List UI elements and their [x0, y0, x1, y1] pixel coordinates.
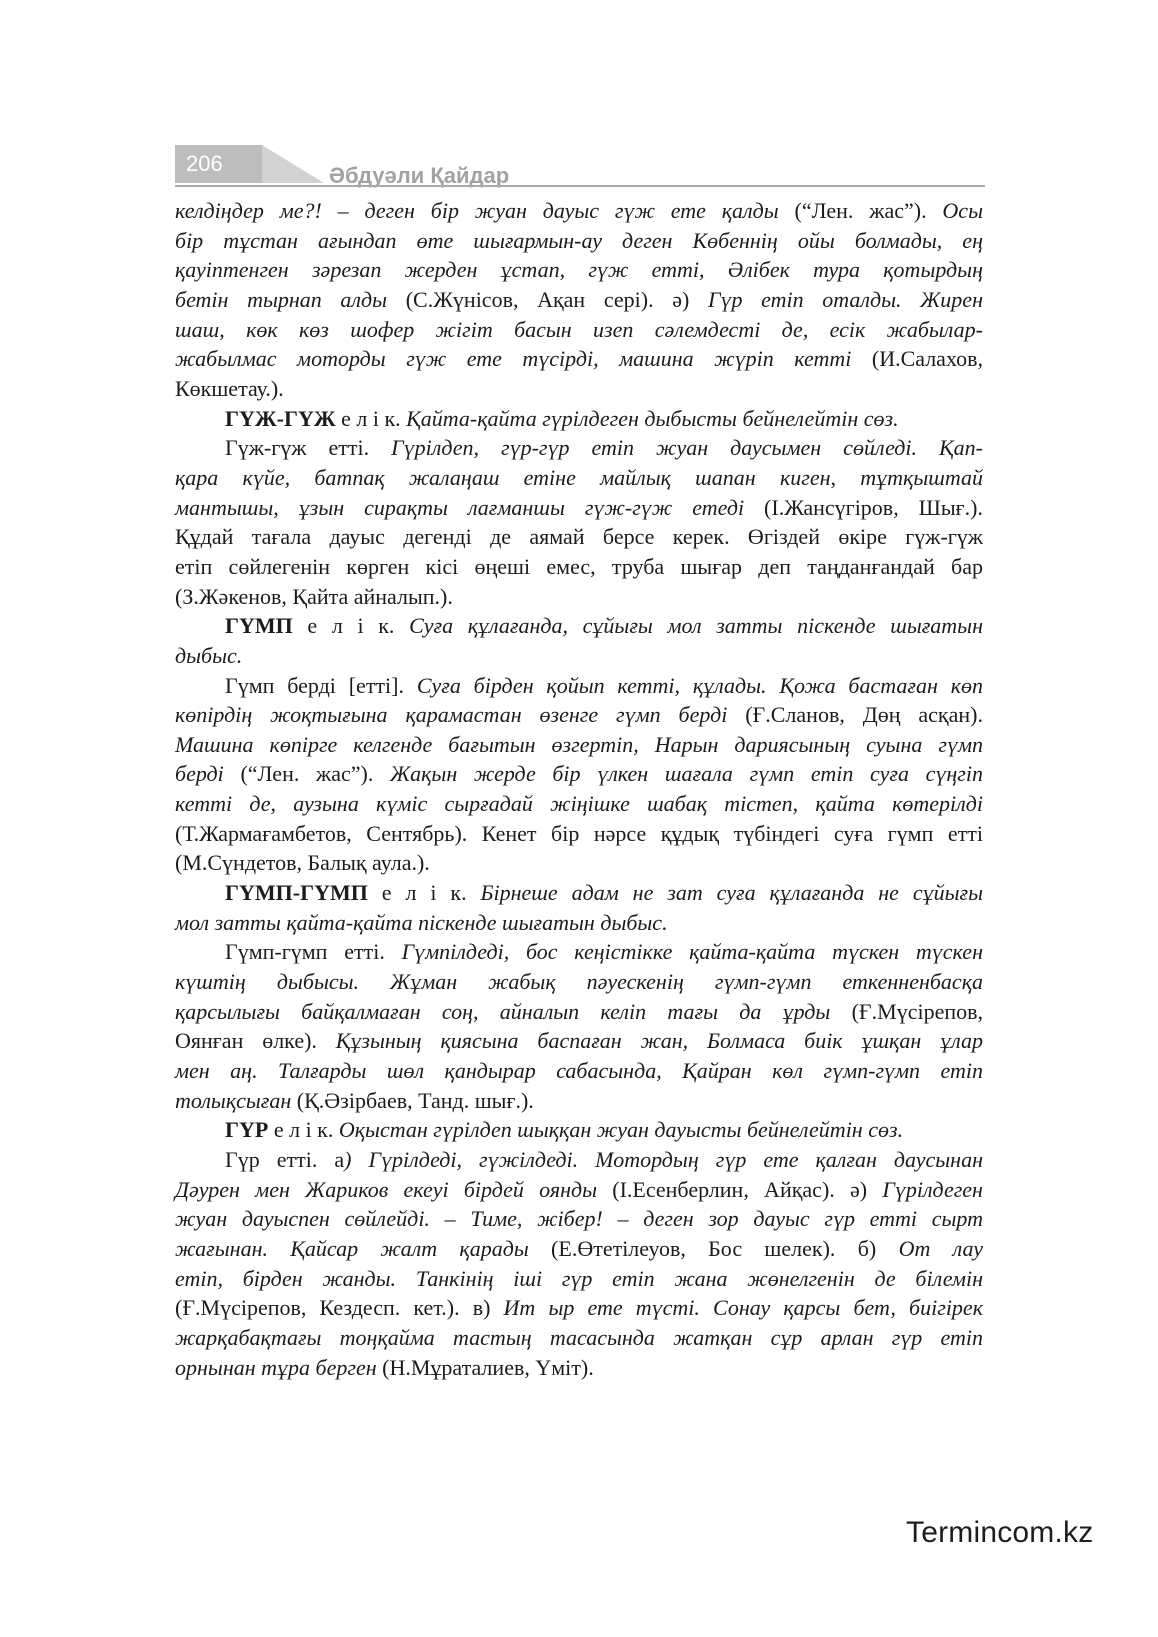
text-line — [175, 848, 983, 878]
regular-text: (Ғ.Мүсірепов, Кездесп. кет.). в) — [175, 1295, 504, 1321]
italic-text: кетті де, аузына күміс сырғадай жіңішке шабақ тістеп, қайта көтерілді — [175, 791, 983, 817]
text-line — [175, 552, 983, 582]
text-line — [175, 997, 983, 1027]
text-line — [175, 285, 983, 315]
italic-text: көпірдің жоқтығына қарамастан өзенге гүмп берді — [175, 702, 728, 728]
regular-text: (Е.Өтетілеуов, Бос шелек). б) — [528, 1235, 899, 1261]
text-line — [175, 1234, 983, 1264]
italic-text: жағынан. Қайсар жалт қарады — [175, 1235, 529, 1261]
headword: ГҮМП-ГҮМП — [225, 880, 368, 906]
text-line — [175, 730, 983, 760]
italic-text: жуан дауыспен сөйлейді. – Тиме, жібер! – деген зор дауыс гүр етті сырт — [175, 1206, 983, 1232]
regular-text: (Ғ.Сланов, Дөң асқан). — [727, 702, 983, 728]
italic-text: шаш, көк көз шофер жігіт басын изеп сәлемдесті де, есік жабылар- — [175, 316, 983, 342]
text-line — [175, 463, 983, 493]
regular-text: (Н.Мұраталиев, Үміт). — [376, 1354, 594, 1380]
regular-text: Гүмп берді [етті]. — [225, 672, 417, 698]
dictionary-entry-paragraph — [175, 611, 983, 670]
page-body — [175, 196, 983, 1382]
italic-text: қауіптенген зәрезап жерден ұстап, гүж етті, Әлібек тура қотырдың — [175, 257, 983, 283]
dictionary-entry-paragraph — [175, 404, 983, 434]
text-line — [175, 315, 983, 345]
regular-text: Оянған өлке). — [175, 1028, 336, 1054]
italic-text: толықсыған — [175, 1087, 292, 1113]
text-line — [175, 404, 983, 434]
regular-text: (С.Жүнісов, Ақан сері). ә) — [387, 286, 708, 312]
italic-text: бетін тырнап алды — [175, 286, 388, 312]
italic-text: Осы — [942, 198, 983, 223]
italic-text: Суға бірден қойып кетті, құлады. Қожа бастаған көп — [416, 672, 983, 698]
text-line — [175, 226, 983, 256]
italic-text: Суға құлағанда, сұйығы мол затты піскенде шығатын — [409, 613, 983, 639]
dictionary-entry-paragraph — [175, 878, 983, 937]
regular-text: е л і к. — [268, 1117, 339, 1143]
italic-text: қарсылығы байқалмаған соң, айналып келіп тағы да ұрды — [175, 998, 831, 1024]
text-line — [175, 1323, 983, 1353]
text-line — [175, 759, 983, 789]
regular-text: (Т.Жармағамбетов, Сентябрь). Кенет бір нәрсе құдық түбіндегі суға гүмп етті — [175, 820, 983, 846]
italic-text: жарқабақтағы тоңқайма тастың тасасында жатқан сұр арлан гүр етіп — [175, 1324, 983, 1350]
italic-text: жабылмас моторды гүж ете түсірді, машина жүріп кетті — [175, 346, 852, 372]
running-head-author: Әбдуәли Қайдар — [329, 163, 510, 188]
text-line — [175, 641, 983, 671]
page-header — [0, 0, 1158, 200]
regular-text: Құдай тағала дауыс дегенді де аямай берсе керек. Өгіздей өкіре гүж-гүж — [175, 524, 983, 550]
italic-text: дыбыс. — [175, 642, 243, 668]
headword: ГҮР — [225, 1117, 269, 1143]
italic-text: Гүрілдеген — [882, 1176, 983, 1202]
italic-text: Құзының қиясына баспаған жан, Болмаса биік ұшқан ұлар — [335, 1028, 983, 1054]
text-line — [175, 255, 983, 285]
italic-text: мен аң. Талғарды шөл қандырар сабасында, Қайран көл гүмп-гүмп етіп — [175, 1058, 983, 1084]
italic-text: Гүмпілдеді, бос кеңістікке қайта-қайта түскен түскен — [401, 939, 983, 965]
text-line — [175, 493, 983, 523]
page-number-tab-slope — [262, 145, 324, 183]
text-line — [175, 967, 983, 997]
italic-text: қара күйе, батпақ жалаңаш етіне майлық шапан киген, тұтқыштай — [175, 464, 983, 490]
text-line — [175, 344, 983, 374]
headword: ГҮМП — [225, 613, 293, 639]
regular-text: е л і к. — [335, 405, 407, 431]
regular-text: е л і к. — [292, 613, 410, 639]
regular-text: (“Лен. жас”). — [223, 761, 390, 787]
text-line — [175, 1175, 983, 1205]
italic-text: келдіңдер ме?! – деген бір жуан дауыс гүж ете қалды — [175, 198, 779, 223]
regular-text: (И.Салахов, — [851, 346, 983, 372]
text-line — [175, 374, 983, 404]
regular-text: е л і к. — [367, 880, 481, 906]
dictionary-entry-paragraph — [175, 1145, 983, 1382]
dictionary-entry-paragraph — [175, 671, 983, 879]
italic-text: Қайта-қайта гүрілдеген дыбысты бейнелейтін сөз. — [406, 405, 899, 431]
italic-text: етіп, бірден жанды. Танкінің іші гүр етіп жана жөнелгенін де білемін — [175, 1265, 983, 1291]
italic-text: мол затты қайта-қайта піскенде шығатын дыбыс. — [175, 909, 668, 935]
regular-text: Көкшетау.). — [175, 375, 284, 401]
text-line — [175, 1026, 983, 1056]
italic-text: Машина көпірге келгенде бағытын өзгертіп, Нарын дариясының суына гүмп — [175, 731, 983, 757]
italic-text: Бірнеше адам не зат суға құлағанда не сұйығы — [480, 880, 983, 906]
italic-text: От лау — [898, 1235, 983, 1261]
regular-text: (З.Жәкенов, Қайта айналып.). — [175, 583, 453, 609]
italic-text: бір тұстан ағындап өте шығармын-ау деген Көбеннің ойы болмады, ең — [175, 227, 983, 253]
text-line — [175, 611, 983, 641]
text-line — [175, 1115, 983, 1145]
text-line — [175, 671, 983, 701]
dictionary-entry-paragraph — [175, 1115, 983, 1145]
text-line — [175, 1293, 983, 1323]
dictionary-entry-paragraph — [175, 937, 983, 1115]
regular-text: Гүр етті. а — [225, 1147, 345, 1172]
page-number: 206 — [186, 151, 223, 176]
text-line — [175, 937, 983, 967]
regular-text: (М.Сүндетов, Балық аула.). — [175, 850, 430, 876]
text-line — [175, 196, 983, 226]
italic-text: Оқыстан гүрілдеп шыққан жуан дауысты бейнелейтін сөз. — [338, 1117, 904, 1143]
italic-text: Жақын жерде бір үлкен шағала гүмп етіп суға сүңгіп — [389, 761, 983, 787]
site-watermark-logo: Termincom.kz — [906, 1516, 1094, 1549]
italic-text: Гүр етіп оталды. Жирен — [707, 286, 983, 312]
text-line — [175, 878, 983, 908]
text-line — [175, 522, 983, 552]
regular-text: Гүж-гүж етті. — [225, 435, 392, 461]
regular-text: (І.Есенберлин, Айқас). ә) — [597, 1176, 883, 1202]
dictionary-entry-paragraph — [175, 433, 983, 611]
text-line — [175, 582, 983, 612]
regular-text: (“Лен. жас”). — [778, 198, 943, 223]
italic-text: мантышы, ұзын сирақты лағманшы гүж-гүж етеді — [175, 494, 745, 520]
text-line — [175, 1056, 983, 1086]
italic-text: ) Гүрілдеді, гүжілдеді. Мотордың гүр ете қалған даусынан — [344, 1147, 983, 1172]
text-line — [175, 1264, 983, 1294]
regular-text: етіп сөйлегенін көрген кісі өңеші емес, труба шығар деп таңданғандай бар — [175, 553, 983, 579]
regular-text: (І.Жансүгіров, Шығ.). — [744, 494, 983, 520]
continued-paragraph — [175, 196, 983, 404]
text-line — [175, 433, 983, 463]
italic-text: Ит ыр ете түсті. Сонау қарсы бет, биігірек — [503, 1295, 983, 1321]
regular-text: Гүмп-гүмп етті. — [225, 939, 402, 965]
text-line — [175, 1353, 983, 1383]
italic-text: берді — [175, 761, 224, 787]
text-line — [175, 908, 983, 938]
text-line — [175, 789, 983, 819]
text-line — [175, 1145, 983, 1175]
regular-text: (Қ.Әзірбаев, Танд. шығ.). — [291, 1087, 534, 1113]
italic-text: орнынан тұра берген — [175, 1354, 377, 1380]
text-line — [175, 700, 983, 730]
text-line — [175, 819, 983, 849]
headword: ГҮЖ-ГҮЖ — [225, 405, 336, 431]
italic-text: Гүрілдеп, гүр-гүр етіп жуан даусымен сөйледі. Қап- — [391, 435, 983, 461]
regular-text: (Ғ.Мүсірепов, — [830, 998, 983, 1024]
italic-text: Дәурен мен Жариков екеуі бірдей оянды — [175, 1176, 598, 1202]
text-line — [175, 1086, 983, 1116]
text-line — [175, 1204, 983, 1234]
italic-text: күштің дыбысы. Жұман жабық пәуескенің гүмп-гүмп еткенненбасқа — [175, 969, 983, 995]
